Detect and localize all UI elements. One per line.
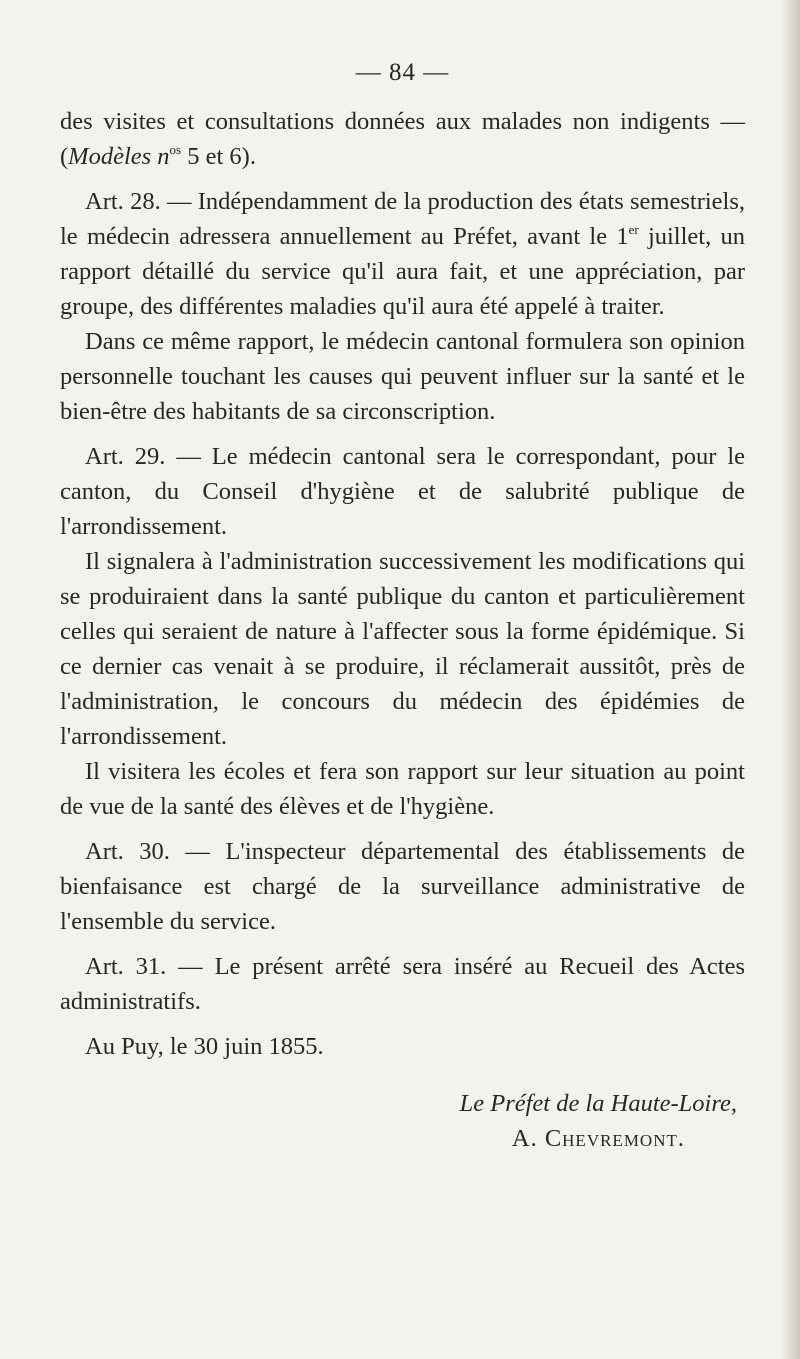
article-28-paragraph-2: Dans ce même rapport, le médecin cantonal formulera son opinion personnelle touchant les causes qui peuvent influer sur la santé et le bien-être des habitants de sa circonscription. (60, 328, 745, 425)
paragraph-text: des visites et consultations données aux malades non indigents — ( (60, 108, 745, 170)
paragraph-text: Art. 28. — Indépendamment de la production des états semestriels, le médecin adressera annuellement au Préfet, avant le 1 (60, 188, 745, 250)
article-30: Art. 30. — L'inspecteur départemental des établissements de bienfaisance est chargé de la surveillance administrative de l'ensemble du service. (60, 838, 745, 935)
superscript-er: er (628, 222, 639, 237)
page-edge-shadow (780, 0, 800, 1359)
superscript-os: os (169, 142, 182, 157)
paragraph-text-tail: 5 et 6). (181, 143, 256, 170)
article-28 (60, 184, 745, 324)
paragraph-text-tail: juillet, un rapport détaillé du service qu'il aura fait, et une appréciation, par groupe, des différentes maladies qu'il aura été appelé à traiter. (60, 223, 745, 320)
article-31: Art. 31. — Le présent arrêté sera inséré au Recueil des Actes administratifs. (60, 953, 745, 1015)
article-29: Art. 29. — Le médecin cantonal sera le correspondant, pour le canton, du Conseil d'hygiène et de salubrité publique de l'arrondissement. (60, 443, 745, 540)
page-number: — 84 — (355, 59, 450, 86)
article-29-paragraph-3: Il visitera les écoles et fera son rapport sur leur situation au point de vue de la santé des élèves et de l'hygiène. (60, 758, 745, 820)
article-29-paragraph-2: Il signalera à l'administration successivement les modifications qui se produiraient dans la santé publique du canton et particulièrement celles qui seraient de nature à l'affecter sous la forme épidémique. Si ce dernier cas venait à se produire, il réclamerait aussitôt, près de l'administration, le concours du médecin des épidémies de l'arrondissement. (60, 548, 745, 750)
document-page (60, 56, 745, 1156)
model-reference: Modèles n (68, 143, 170, 170)
signatory-name: A. Chevremont. (511, 1125, 685, 1152)
signatory-title: Le Préfet de la Haute-Loire, (459, 1090, 737, 1117)
paragraph-continuation (60, 104, 745, 174)
place-date: Au Puy, le 30 juin 1855. (85, 1033, 324, 1060)
